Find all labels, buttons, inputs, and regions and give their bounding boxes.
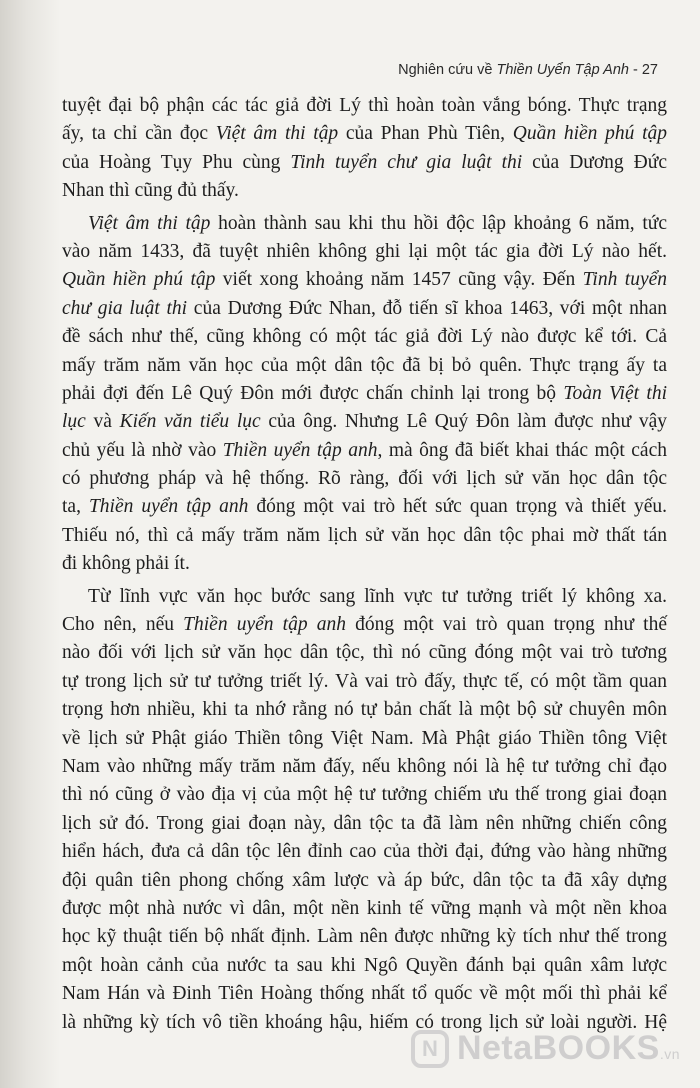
text-line: [62, 583, 667, 611]
book-title: Thiền uyển tập anh: [222, 439, 378, 461]
text-segment: Nam vào những mấy trăm năm đấy, nếu không nói là hệ tư tưởng chỉ đạo: [62, 755, 667, 777]
text-line: [62, 522, 667, 550]
text-segment: về lịch sử Phật giáo Thiền tông Việt Nam. Mà Phật giáo Thiền tông Việt: [62, 727, 667, 749]
text-line: [62, 266, 667, 294]
text-line: [62, 408, 667, 436]
text-line: [62, 696, 667, 724]
text-segment: viết xong khoảng năm 1457 cũng vậy. Đến: [215, 269, 583, 291]
text-segment: là những kỳ tích vô tiền khoáng hậu, hiếm có trong lịch sử loài người. Hệ: [62, 1011, 667, 1033]
text-line: [62, 149, 667, 177]
text-segment: có phương pháp và hệ thống. Rõ ràng, đối với lịch sử văn học dân tộc: [62, 468, 667, 490]
text-segment: hiển hách, đưa cả dân tộc lên đỉnh cao của thời đại, đứng vào hàng những: [62, 841, 667, 863]
text-line: [62, 352, 667, 380]
text-segment: của Phan Phù Tiên,: [338, 123, 513, 145]
watermark-brand-name: NetaBOOKS: [456, 1029, 660, 1067]
page-gutter-shadow: [0, 0, 60, 1088]
text-line: [62, 295, 667, 323]
netabooks-logo-icon: N: [411, 1030, 449, 1068]
text-segment: của Hoàng Tụy Phu cùng: [62, 151, 291, 173]
text-segment: đóng một vai trò hết sức quan trọng và thiết yếu.: [248, 496, 667, 518]
text-segment: Nam Hán và Đinh Tiên Hoàng thống nhất tổ quốc về một mối thì phải kể: [62, 983, 667, 1005]
text-segment: thì nó cũng ở vào địa vị của một hệ tư tưởng chiếm ưu thế trong giai đoạn: [62, 784, 667, 806]
book-title: Thiền uyển tập anh: [183, 614, 347, 636]
page-number: - 27: [633, 62, 658, 78]
text-segment: trọng hơn nhiều, khi ta nhớ rằng nó tự bản chất là một bộ sử chuyên môn: [62, 699, 667, 721]
watermark: [411, 1029, 680, 1068]
text-segment: nào đối với lịch sử văn học dân tộc, thì nó cũng đóng một vai trò tương: [62, 642, 667, 664]
text-line: [62, 238, 667, 266]
running-head: [398, 62, 658, 78]
text-line: [62, 493, 667, 521]
text-segment: của Dương Đức Nhan, đỗ tiến sĩ khoa 1463, với một nhan: [187, 297, 667, 319]
text-segment: được một nhà nước vì dân, một nền kinh tế vững mạnh và một nền khoa: [62, 897, 667, 919]
text-segment: ta,: [62, 496, 89, 518]
text-line: [62, 120, 667, 148]
book-title: Tinh tuyển: [582, 269, 668, 291]
text-line: [62, 838, 667, 866]
book-title: Toàn Việt thi: [563, 382, 668, 404]
text-line: [62, 611, 667, 639]
text-segment: và: [85, 411, 120, 433]
watermark-brand: [457, 1029, 680, 1068]
book-title: Việt âm thi tập: [215, 123, 339, 145]
text-segment: hoàn thành sau khi thu hồi độc lập khoảng 6 năm, tức: [210, 212, 667, 234]
book-title: Kiến văn tiểu lục: [119, 411, 261, 433]
book-title: Thiền uyển tập anh: [88, 496, 249, 518]
text-line: [62, 437, 667, 465]
text-line: [62, 92, 667, 120]
text-segment: vào năm 1433, đã tuyệt nhiên không ghi lại một tác gia đời Lý nào hết.: [62, 240, 667, 262]
text-segment: của Dương Đức: [522, 151, 667, 173]
book-title: Quần hiền phú tập: [512, 123, 667, 145]
running-head-text: Nghiên cứu về: [398, 62, 497, 78]
text-segment: ấy, ta chỉ cần đọc: [62, 123, 216, 145]
text-segment: học kỹ thuật tiến bộ nhất định. Làm nên được những kỳ tích như thế trong: [62, 926, 667, 948]
book-title: chư gia luật thi: [62, 297, 188, 319]
text-line: [62, 210, 667, 238]
text-line: [62, 781, 667, 809]
text-line: [62, 639, 667, 667]
text-line: [62, 952, 667, 980]
text-line: [62, 465, 667, 493]
text-segment: lịch sử đó. Trong giai đoạn này, dân tộc ta đã làm nên những chiến công: [62, 812, 667, 834]
text-segment: một hoàn cảnh của nước ta sau khi Ngô Quyền đánh bại quân xâm lược: [62, 954, 667, 976]
text-line: [62, 177, 667, 205]
text-line: [62, 980, 667, 1008]
text-line: [62, 550, 667, 578]
text-segment: đi không phải ít.: [62, 553, 190, 575]
text-line: [62, 867, 667, 895]
book-title: Việt âm thi tập: [88, 212, 211, 234]
text-segment: tuyệt đại bộ phận các tác giả đời Lý thì hoàn toàn vắng bóng. Thực trạng: [62, 95, 667, 116]
text-segment: của ông. Nhưng Lê Quý Đôn làm được như vậy: [260, 411, 667, 433]
text-segment: đề sách như thế, cũng không có một tác giả đời Lý nào được kể tới. Cả: [62, 326, 667, 348]
watermark-suffix: .vn: [659, 1046, 680, 1062]
book-title: Tinh tuyển chư gia luật thi: [290, 151, 523, 173]
text-segment: Nhan thì cũng đủ thấy.: [62, 180, 239, 202]
text-segment: đội quân tiên phong chống xâm lược và áp bức, dân tộc ta đã xây dựng: [62, 869, 667, 891]
text-line: [62, 753, 667, 781]
book-title: lục: [62, 411, 86, 433]
text-line: [62, 895, 667, 923]
text-segment: Cho nên, nếu: [62, 614, 184, 636]
text-line: [62, 923, 667, 951]
text-line: [62, 810, 667, 838]
text-segment: tự trong lịch sử tư tưởng triết lý. Và vai trò đấy, thực tế, có một tầm quan: [62, 670, 667, 692]
text-segment: phải đợi đến Lê Quý Đôn mới được chấn chỉnh lại trong bộ: [62, 382, 564, 404]
text-segment: Thiếu nó, thì cả mấy trăm năm lịch sử văn học dân tộc phai mờ thất tán: [62, 524, 667, 546]
text-line: [62, 725, 667, 753]
text-line: [62, 323, 667, 351]
text-segment: đóng một vai trò quan trọng như thế: [346, 614, 667, 636]
text-segment: , mà ông đã biết khai thác một cách: [377, 439, 667, 461]
book-title: Quần hiền phú tập: [62, 269, 216, 291]
body-text: [62, 92, 667, 1037]
text-line: [62, 380, 667, 408]
text-line: [62, 668, 667, 696]
text-segment: mấy trăm năm văn học của một dân tộc đã bị bỏ quên. Thực trạng ấy ta: [62, 354, 667, 376]
running-head-title: Thiền Uyển Tập Anh: [496, 62, 629, 78]
text-segment: chủ yếu là nhờ vào: [62, 439, 223, 461]
text-segment: Từ lĩnh vực văn học bước sang lĩnh vực tư tưởng triết lý không xa.: [88, 585, 667, 607]
